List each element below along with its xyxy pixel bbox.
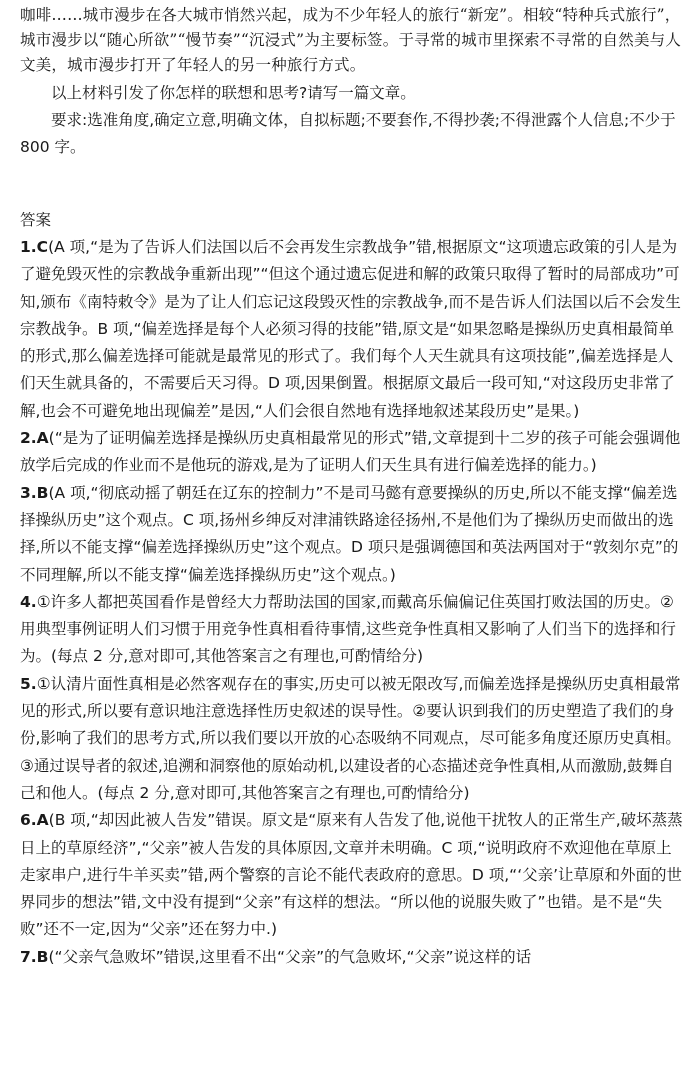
answer-text: ①认清片面性真相是必然客观存在的事实,历史可以被无限改写,而偏差选择是操纵历史真相最常见的形式,所以要有意识地注意选择性历史叙述的误导性。②要认识到我们的历史塑造了我们的身份,影响了我们的思考方式,所以我们要以开放的心态吸纳不同观点，尽可能多角度还原历史真相。③通过误导者的叙述,追溯和洞察他的原始动机,以建设者的心态描述竞争性真相,从而激励,鼓舞自己和他人。(每点 2 分,意对即可,其他答案言之有理也,可酌情给分) <box>20 674 681 802</box>
answer-text: (“是为了证明偏差选择是操纵历史真相最常见的形式”错,文章提到十二岁的孩子可能会强调他放学后完成的作业而不是他玩的游戏,是为了证明人们天生具有进行偏差选择的能力。) <box>20 429 681 475</box>
answer-text: ①许多人都把英国看作是曾经大力帮助法国的国家,而戴高乐偏偏记住英国打败法国的历史。②用典型事例证明人们习惯于用竞争性真相看待事情,这些竞争性真相又影响了人们当下的选择和行为。(每点 2 分,意对即可,其他答案言之有理也,可酌情给分) <box>20 592 676 666</box>
answer-number: 3.B <box>20 483 49 502</box>
section-gap <box>20 161 683 207</box>
answer-number: 4. <box>20 592 37 611</box>
answer-text: (A 项,“彻底动摇了朝廷在辽东的控制力”不是司马懿有意要操纵的历史,所以不能支撑“偏差选择操纵历史”这个观点。C 项,扬州乡绅反对津浦铁路途径扬州,不是他们为了操纵历史而做出的选择,所以不能支撑“偏差选择操纵历史”这个观点。D 项只是强调德国和英法两国对于“敦刻尔克”的不同理解,所以不能支撑“偏差选择操纵历史”这个观点。) <box>20 483 679 584</box>
answers-title: 答案 <box>20 211 52 229</box>
answer-number: 5. <box>20 674 37 693</box>
answer-text: (A 项,“是为了告诉人们法国以后不会再发生宗教战争”错,根据原文“这项遗忘政策的引人是为了避免毁灭性的宗教战争重新出现”“但这个通过遗忘促进和解的政策只取得了暂时的局部成功”可知,颁布《南特敕令》是为了让人们忘记这段毁灭性的宗教战争,而不是告诉人们法国以后不会发生宗教战争。B 项,“偏差选择是每个人必须习得的技能”错,原文是“如果忽略是操纵历史真相最简单的形式,那么偏差选择可能就是最常见的形式了。我们每个人天生就具有这项技能”,偏差选择是人们天生就具备的，不需要后天习得。D 项,因果倒置。根据原文最后一段可知,“对这段历史非常了解,也会不可避免地出现偏差”是因,“人们会很自然地有选择地叙述某段历史”是果。) <box>20 238 681 420</box>
answer-number: 7.B <box>20 947 49 966</box>
writing-prompt: 以上材料引发了你怎样的联想和思考?请写一篇文章。 <box>51 84 416 102</box>
answer-text: (“父亲气急败坏”错误,这里看不出“父亲”的气急败坏,“父亲”说这样的话 <box>48 947 532 966</box>
answer-item <box>20 671 683 807</box>
material-tail: 咖啡……城市漫步在各大城市悄然兴起，成为不少年轻人的旅行“新宠”。相较“特种兵式旅行”，城市漫步以“随心所欲”“慢节奏”“沉浸式”为主要标签。于寻常的城市里探索不寻常的自然美与人文美，城市漫步打开了年轻人的另一种旅行方式。 <box>20 6 682 74</box>
answer-text: (B 项,“却因此被人告发”错误。原文是“原来有人告发了他,说他干扰牧人的正常生产,破坏蒸蒸日上的草原经济”,“父亲”被人告发的具体原因,文章并未明确。C 项,“说明政府不欢迎他在草原上走家串户,进行牛羊买卖”错,两个警察的言论不能代表政府的意思。D 项,“‘父亲’让草原和外面的世界同步的想法”错,文中没有提到“父亲”有这样的想法。“所以他的说服失败了”也错。是不是“失败”还不一定,因为“父亲”还在努力中.) <box>20 811 683 939</box>
answer-item <box>20 234 683 425</box>
answer-item <box>20 425 683 480</box>
answer-number: 2.A <box>20 429 49 448</box>
answer-number: 1.C <box>20 238 49 256</box>
answer-item <box>20 944 683 971</box>
answer-number: 6.A <box>20 811 49 830</box>
answer-item <box>20 589 683 671</box>
answer-item <box>20 807 683 943</box>
writing-requirements: 要求:选准角度,确定立意,明确文体，自拟标题;不要套作,不得抄袭;不得泄露个人信息;不少于 800 字。 <box>20 111 676 156</box>
answer-item <box>20 480 683 589</box>
